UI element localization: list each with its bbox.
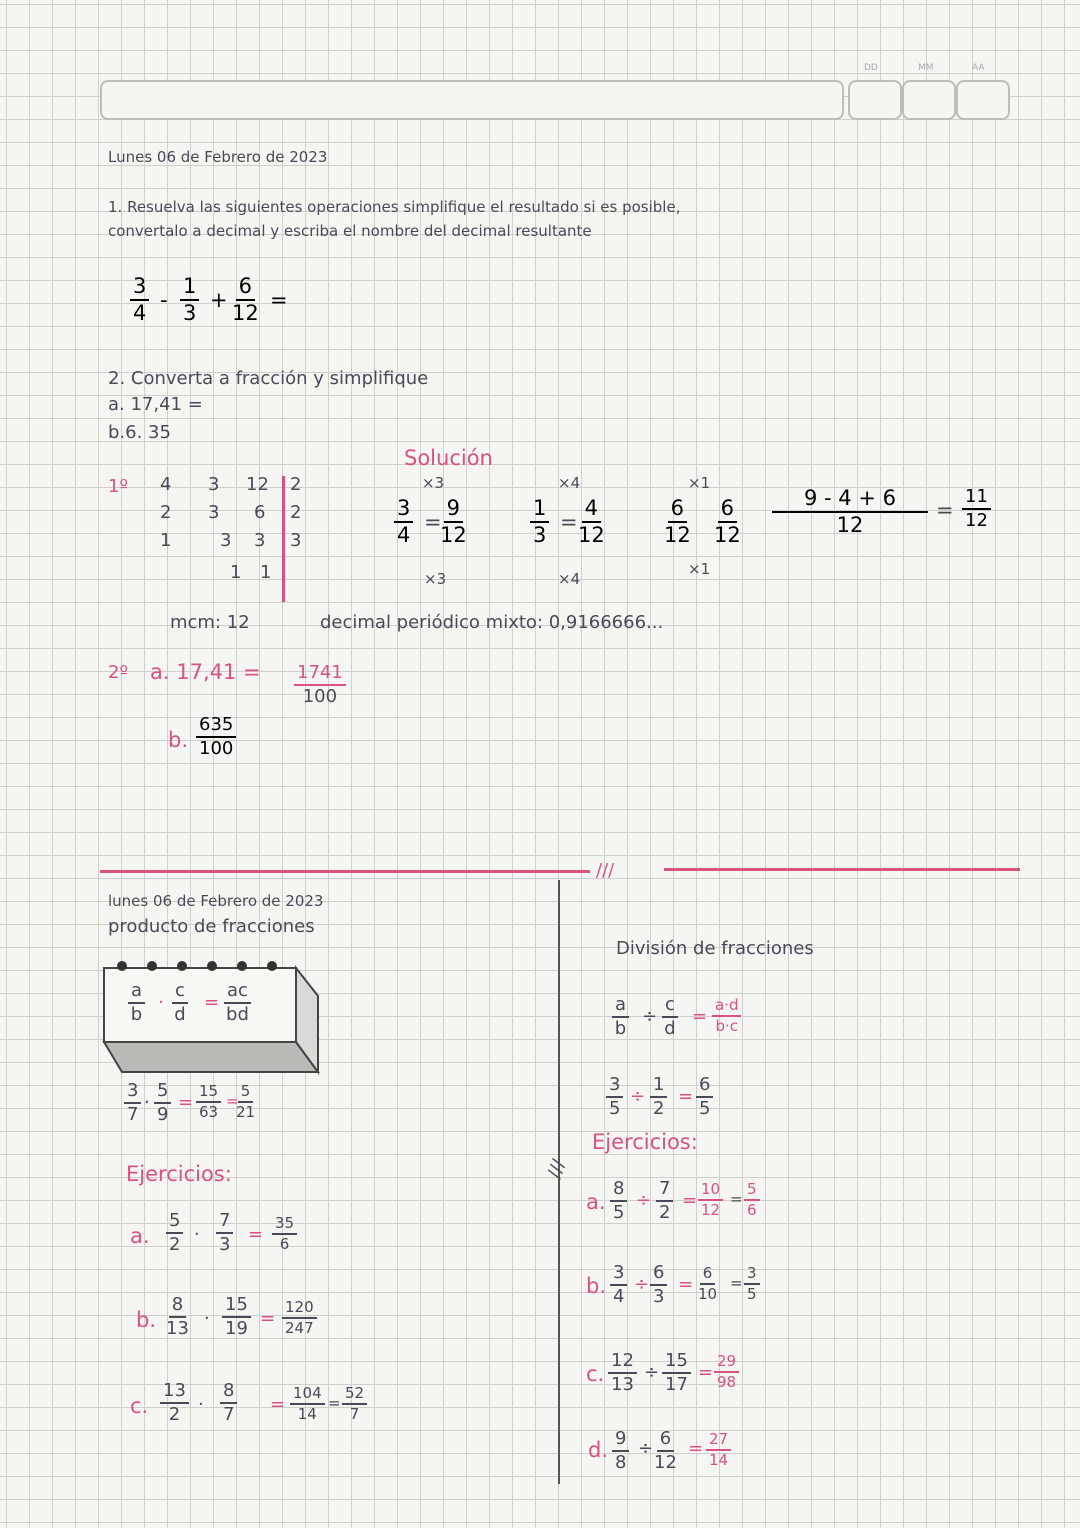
q1-frac-a: 3 4 [130,276,149,324]
q1-frac-b: 1 3 [180,276,199,324]
right-title: División de fracciones [616,938,814,959]
mcm-result: mcm: 12 [170,612,250,633]
right-exercise-d: d. 9 8 ÷ 6 12 = 27 14 [588,1430,808,1490]
decimal-name: decimal periódico mixto: 0,9166666... [320,612,664,633]
right-example: 3 5 ÷ 1 2 = 6 5 [606,1076,746,1126]
right-formula: a b ÷ c d = a·d b·c [612,996,782,1046]
header-label-year: AA [972,63,985,73]
q1-op2: + [210,288,228,312]
conversion-2: ×4 1 3 = 4 12 ×4 [530,476,620,586]
column-divider-mark: /// [543,1156,570,1181]
conversion-1: ×3 3 4 = 9 12 ×3 [394,476,484,586]
column-divider [558,880,560,1484]
left-date: lunes 06 de Febrero de 2023 [108,892,324,910]
step-2-marker: 2º [108,662,128,683]
header-label-month: MM [918,63,934,73]
divider-line-left [100,870,590,873]
q1-frac-c: 6 12 [232,274,259,325]
left-exercise-b: b. 8 13 · 15 19 = 120 247 [136,1296,376,1356]
answer-a-fraction: 1741 100 [294,664,346,706]
right-ejercicios: Ejercicios: [592,1130,698,1154]
header-year-box [956,80,1010,120]
q2-a: a. 17,41 = [108,394,203,415]
q1-op1: - [160,288,168,312]
answer-b-fraction: 635 100 [196,716,236,758]
q1-line1: 1. Resuelva las siguientes operaciones simplifique el resultado si es posible, [108,198,681,216]
divider-mark: /// [596,860,615,881]
step-1-marker: 1º [108,476,128,497]
answer-b-prefix: b. [168,728,189,752]
result-fraction: 11 12 [962,488,991,530]
q1-eq: = [270,288,288,312]
q1-line2: convertalo a decimal y escriba el nombre del decimal resultante [108,222,592,240]
notebook-page: DD MM AA Lunes 06 de Febrero de 2023 1. Resuelva las siguientes operaciones simplifique el resultado si es posible, convertalo a decimal y escriba el nombre del decimal resultante 3 4 - 1 3 + 6 12 = 2. Converta a fracción y simplifique a. 17,41 = b.6. 35 Solución 1º 4 3 12 2 2 3 6 2 1 3 3 3 1 1 mcm: 12 ×3 3 4 = 9 12 ×3 ×4 1 3 = 4 12 ×4 ×1 6 12 6 12 ×1 9 - 4 + 6 12 = 11 12 decimal periódico mixto: 0,9166666... 2º a. 17,41 = 1741 100 b. 635 100 /// lunes 06 de Febrero de 2023 producto de fracciones a b · c d = ac bd 3 7 · 5 9 = 15 63 = 5 21 Ejercicios: a. 5 2 · 7 3 = 35 6 b. 8 13 · 15 19 = 120 247 c. 13 2 · 8 7 = 104 14 = 52 7 /// División de fracciones a b ÷ c d = a·d b·c 3 5 ÷ 1 2 = 6 5 Ejercicios: a. 8 5 ÷ 7 2 = 10 12 = 5 6 b. 3 4 ÷ 6 3 = 6 10 = 3 5 c. 12 13 ÷ 15 17 = 29 98 d. 9 8 ÷ 6 12 = 27 14 [0,0,1080,1528]
left-ejercicios: Ejercicios: [126,1162,232,1186]
left-title: producto de fracciones [108,916,315,937]
header-label-day: DD [864,63,878,73]
top-date: Lunes 06 de Febrero de 2023 [108,148,328,166]
header-day-box [848,80,902,120]
q2-title: 2. Converta a fracción y simplifique [108,368,429,389]
left-exercise-c: c. 13 2 · 8 7 = 104 14 = 52 7 [130,1382,380,1442]
right-exercise-b: b. 3 4 ÷ 6 3 = 6 10 = 3 5 [586,1264,806,1324]
header-title-box [100,80,844,120]
conversion-3: ×1 6 12 6 12 ×1 [664,474,741,578]
header-month-box [902,80,956,120]
sum-fraction: 9 - 4 + 6 12 [770,488,930,536]
right-exercise-c: c. 12 13 ÷ 15 17 = 29 98 [586,1352,806,1412]
formula-card: a b · c d = ac bd [100,958,322,1076]
right-exercise-a: a. 8 5 ÷ 7 2 = 10 12 = 5 6 [586,1180,806,1240]
answer-a-prefix: a. 17,41 = [150,660,261,684]
divider-line-right [664,868,1020,871]
left-exercise-a: a. 5 2 · 7 3 = 35 6 [130,1212,370,1272]
sum-eq: = [936,498,954,522]
solucion-heading: Solución [404,446,493,470]
q2-b: b.6. 35 [108,422,171,443]
left-example: 3 7 · 5 9 = 15 63 = 5 21 [124,1082,284,1132]
